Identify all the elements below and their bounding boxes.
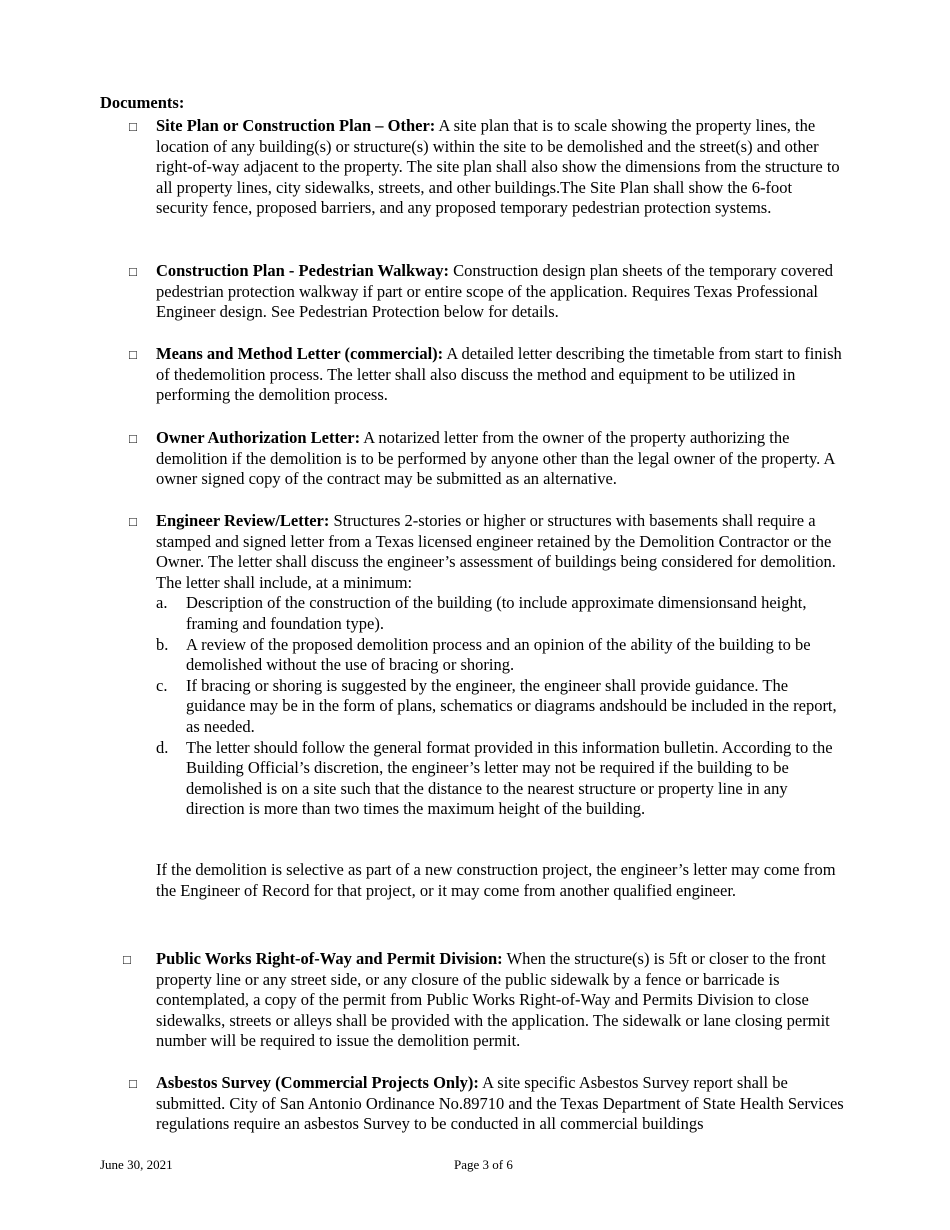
list-item-site-plan [156,116,848,219]
sub-item-text: If bracing or shoring is suggested by the engineer, the engineer shall provide guidance. The guidance may be in the form of plans, schematics or diagrams andshould be included in the report, as needed. [186,675,837,736]
item-text: A site plan that is to scale showing the property lines, the location of any building(s) or structure(s) within the site to be demolished and the street(s) and other right-of-way adjacent to the property. The site plan shall also show the dimensions from the structure to all property lines, city sidewalks, streets, and other buildings.The Site Plan shall show the 6-foot security fence, proposed barriers, and any proposed temporary pedestrian protection systems. [156,116,840,218]
item-title: Engineer Review/Letter: [156,511,330,530]
sub-item-letter: a. [156,593,168,613]
list-item-means-method-letter [156,344,848,406]
checkbox-icon[interactable]: □ [129,119,137,134]
item-title: Public Works Right-of-Way and Permit Division: [156,949,503,968]
sub-item-letter: c. [156,675,168,695]
item-title: Asbestos Survey (Commercial Projects Only): [156,1073,479,1092]
sub-item-text: The letter should follow the general format provided in this information bulletin. According to the Building Official’s discretion, the engineer’s letter may not be required if the building to be demolished is on a site such that the distance to the nearest structure or property line in any direction is more than two times the maximum height of the building. [186,737,833,819]
list-item-pedestrian-walkway [156,261,848,323]
sub-item [156,635,848,676]
list-item-engineer-review [156,511,848,820]
checkbox-icon[interactable]: □ [129,514,137,529]
sub-item-text: Description of the construction of the building (to include approximate dimensionsand height, framing and foundation type). [186,593,807,633]
item-title: Means and Method Letter (commercial): [156,344,444,363]
list-item-public-works-permit [156,949,848,1052]
sub-item-letter: d. [156,737,169,757]
item-title: Owner Authorization Letter: [156,428,361,447]
sub-item-text: A review of the proposed demolition process and an opinion of the ability of the building to be demolished without the use of bracing or shoring. [186,634,811,675]
sub-item [156,593,848,634]
sub-item [156,738,848,820]
item-text: A notarized letter from the owner of the property authorizing the demolition if the demolition is to be performed by anyone other than the legal owner of the property. A owner signed copy of the contract may be submitted as an alternative. [156,428,835,489]
item-text: Structures 2-stories or higher or structures with basements shall require a stamped and signed letter from a Texas licensed engineer retained by the Demolition Contractor or the Owner. The letter shall discuss the engineer’s assessment of buildings being considered for demolition. The letter shall include, at a minimum: [156,511,836,592]
footer-page-number: Page 3 of 6 [454,1157,513,1172]
engineer-of-record-note: If the demolition is selective as part of a new construction project, the engineer’s letter may come from the Engineer of Record for that project, or it may come from another qualified engineer. [156,860,836,900]
sub-item [156,676,848,738]
checkbox-icon[interactable]: □ [129,431,137,446]
checkbox-icon[interactable]: □ [129,1076,137,1091]
checkbox-icon[interactable]: □ [129,264,137,279]
item-title: Site Plan or Construction Plan – Other: [156,116,436,135]
checkbox-icon[interactable]: □ [123,952,131,967]
item-text: Construction design plan sheets of the temporary covered pedestrian protection walkway if part or entire scope of the application. Requires Texas Professional Engineer design. See Pedestrian Protection below for details. [156,261,834,322]
item-title: Construction Plan - Pedestrian Walkway: [156,261,450,280]
engineer-letter-requirements [156,593,848,820]
item-text: A detailed letter describing the timetable from start to finish of thedemolition process. The letter shall also discuss the method and equipment to be utilized in performing the demolition process. [156,344,842,405]
footer-date: June 30, 2021 [100,1157,173,1172]
checkbox-icon[interactable]: □ [129,347,137,362]
section-heading: Documents: [100,93,185,112]
list-item-owner-authorization [156,428,848,490]
item-text: A site specific Asbestos Survey report shall be submitted. City of San Antonio Ordinance No.89710 and the Texas Department of State Health Services regulations require an asbestos Survey to be conducted in all commercial buildings [156,1073,844,1134]
sub-item-letter: b. [156,634,169,654]
list-item-asbestos-survey [156,1073,848,1135]
item-text: When the structure(s) is 5ft or closer to the front property line or any street side, or any closure of the public sidewalk by a fence or barricade is contemplated, a copy of the permit from Public Works Right-of-Way and Permits Division to close sidewalks, streets or alleys shall be provided with the application. The sidewalk or lane closing permit number will be required to issue the demolition permit. [156,949,830,1051]
